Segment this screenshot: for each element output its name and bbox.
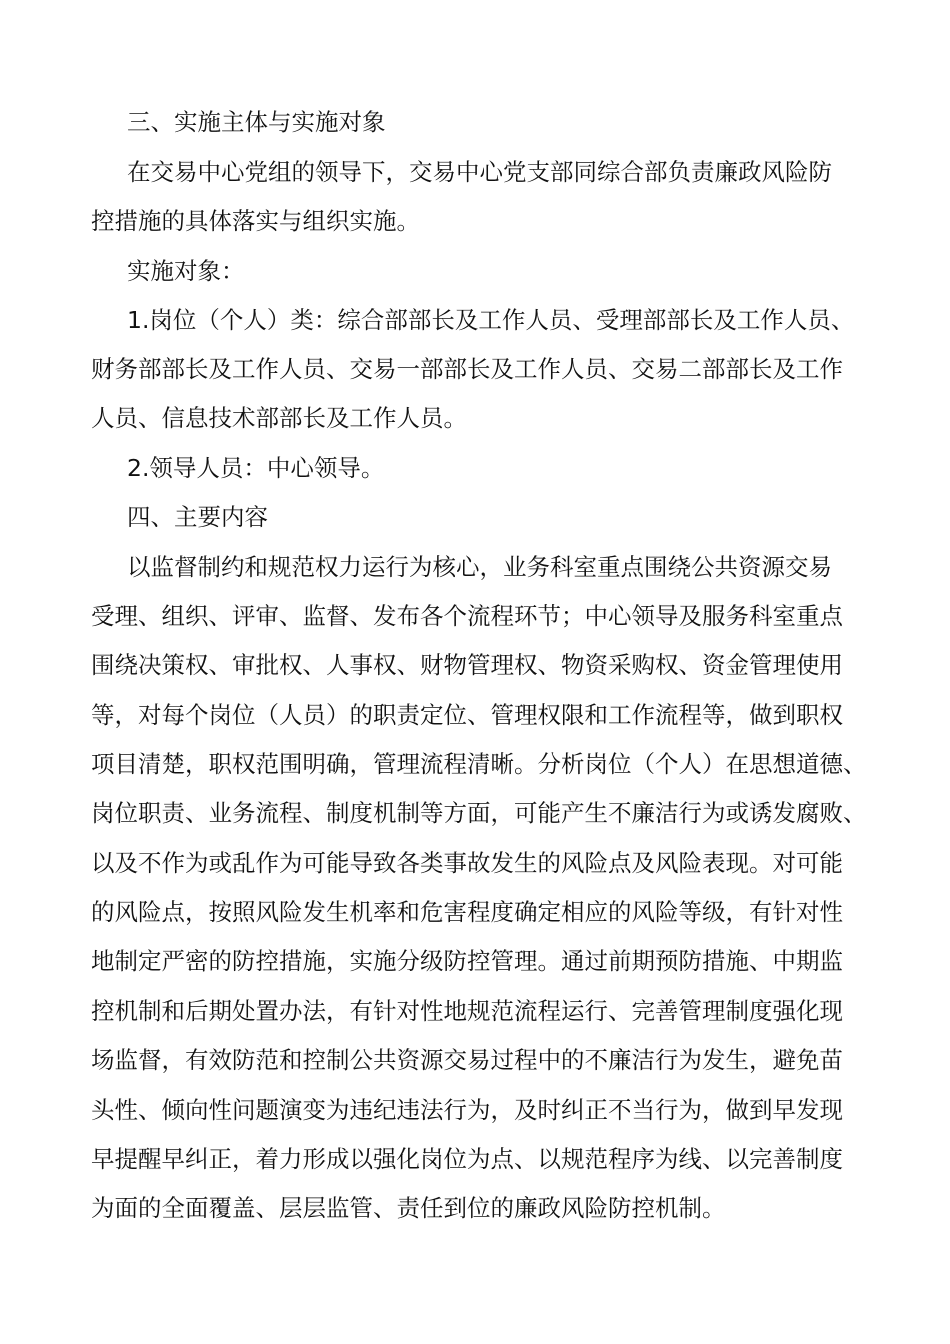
paragraph-2-line-5: 项目清楚，职权范围明确，管理流程清晰。分析岗位（个人）在思想道德、 xyxy=(91,750,867,778)
paragraph-2-line-2: 受理、组织、评审、监督、发布各个流程环节；中心领导及服务科室重点 xyxy=(91,602,843,630)
paragraph-2-line-8: 的风险点，按照风险发生机率和危害程度确定相应的风险等级，有针对性 xyxy=(91,898,843,926)
paragraph-2-line-6: 岗位职责、业务流程、制度机制等方面，可能产生不廉洁行为或诱发腐败、 xyxy=(91,799,867,827)
paragraph-2-line-3: 围绕决策权、审批权、人事权、财物管理权、物资采购权、资金管理使用 xyxy=(91,651,843,679)
item-2: 2.领导人员：中心领导。 xyxy=(127,454,385,482)
paragraph-2-line-14: 为面的全面覆盖、层层监管、责任到位的廉政风险防控机制。 xyxy=(91,1194,726,1222)
paragraph-2-line-10: 控机制和后期处置办法，有针对性地规范流程运行、完善管理制度强化现 xyxy=(91,997,843,1025)
section-heading-4: 四、主要内容 xyxy=(127,503,268,531)
paragraph-1-line-1: 在交易中心党组的领导下，交易中心党支部同综合部负责廉政风险防 xyxy=(127,158,832,186)
item-1-line-1: 1.岗位（个人）类：综合部部长及工作人员、受理部部长及工作人员、 xyxy=(127,306,855,334)
paragraph-2-line-13: 早提醒早纠正，着力形成以强化岗位为点、以规范程序为线、以完善制度 xyxy=(91,1145,843,1173)
paragraph-2-line-12: 头性、倾向性问题演变为违纪违法行为，及时纠正不当行为，做到早发现 xyxy=(91,1096,843,1124)
paragraph-2-line-4: 等，对每个岗位（人员）的职责定位、管理权限和工作流程等，做到职权 xyxy=(91,701,843,729)
paragraph-2-line-9: 地制定严密的防控措施，实施分级防控管理。通过前期预防措施、中期监 xyxy=(91,947,843,975)
paragraph-1-line-2: 控措施的具体落实与组织实施。 xyxy=(91,207,420,235)
section-heading-3: 三、实施主体与实施对象 xyxy=(127,108,386,136)
paragraph-2-line-11: 场监督，有效防范和控制公共资源交易过程中的不廉洁行为发生，避免苗 xyxy=(91,1046,843,1074)
paragraph-2-line-7: 以及不作为或乱作为可能导致各类事故发生的风险点及风险表现。对可能 xyxy=(91,849,843,877)
paragraph-2-line-1: 以监督制约和规范权力运行为核心，业务科室重点围绕公共资源交易 xyxy=(127,553,832,581)
item-1-line-3: 人员、信息技术部部长及工作人员。 xyxy=(91,404,467,432)
objects-label: 实施对象： xyxy=(127,257,245,285)
item-1-line-2: 财务部部长及工作人员、交易一部部长及工作人员、交易二部部长及工作 xyxy=(91,355,843,383)
